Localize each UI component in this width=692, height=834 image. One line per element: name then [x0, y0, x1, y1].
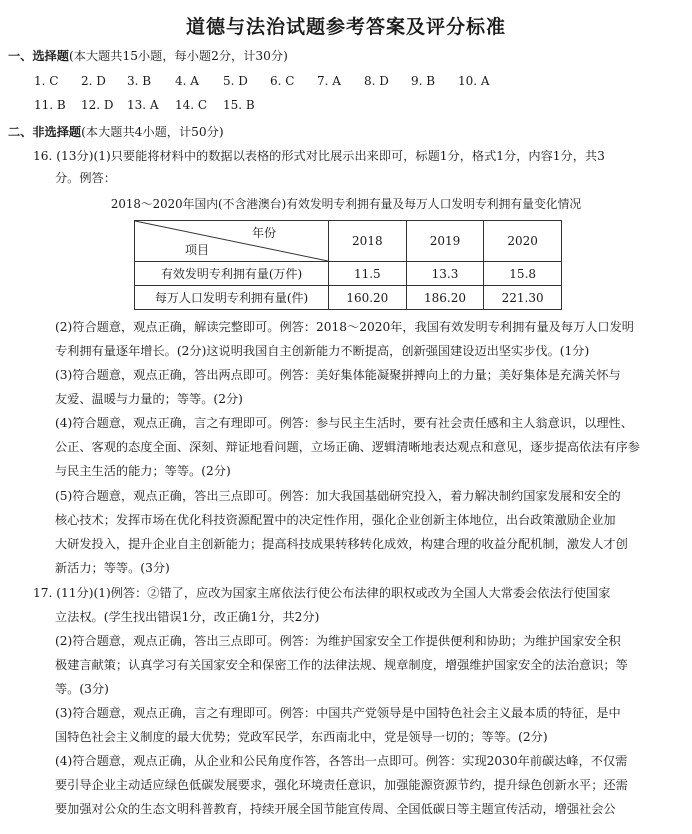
section-2-header: [8, 124, 224, 140]
answer-row-2: [0, 98, 692, 114]
q17-p4-line: 要引导企业主动适应绿色低碳发展要求，强化环境责任意识，加强能源资源节约，提升绿色创新水平；还需: [55, 778, 628, 792]
q17-p1-line: 17. (11分)(1)例答：②错了，应改为国家主席依法行使公布法律的职权或改为全国人大常委会依法行使国家: [33, 586, 611, 600]
q17-p2-line: (2)符合题意，观点正确，答出三点即可。例答：为维护国家安全工作提供便利和协助；为维护国家安全积: [55, 634, 621, 648]
q16-p2-line: 专利拥有量逐年增长。(2分)这说明我国自主创新能力不断提高，创新强国建设迈出坚实步伐。(1分): [55, 344, 590, 358]
answer-item: 13. A: [127, 98, 159, 112]
table-cell: 11.5: [329, 262, 407, 286]
section-1-heading: 一、选择题: [8, 49, 69, 63]
q17-p2-line: 等。(3分): [55, 682, 109, 696]
answer-item: 1. C: [34, 74, 59, 88]
answer-item: 6. C: [270, 74, 295, 88]
year-header: 2018: [329, 221, 407, 262]
answer-item: 9. B: [411, 74, 436, 88]
section-1-note: (本大题共15小题，每小题2分，计30分): [68, 49, 288, 63]
table-cell: 13.3: [406, 262, 484, 286]
section-2-heading: 二、非选择题: [8, 125, 82, 139]
answer-item: 7. A: [317, 74, 341, 88]
patent-table: [134, 220, 562, 310]
page-title: 道德与法治试题参考答案及评分标准: [185, 16, 506, 38]
answer-item: 5. D: [223, 74, 248, 88]
section-1-header: [8, 48, 288, 64]
answer-item: 2. D: [81, 74, 106, 88]
q17-p4-line: (4)符合题意，观点正确，从企业和公民角度作答，各答出一点即可。例答：实现2030年前碳达峰，不仅需: [55, 754, 628, 768]
q17-p4-line: 要加强对公众的生态文明科普教育，持续开展全国节能宣传周、全国低碳日等主题宣传活动，增强社会公: [55, 802, 616, 816]
year-header: 2020: [484, 221, 562, 262]
q16-p5-line: (5)符合题意，观点正确，答出三点即可。例答：加大我国基础研究投入，着力解决制约国家发展和安全的: [55, 489, 621, 503]
answer-item: 8. D: [364, 74, 389, 88]
answer-item: 12. D: [81, 98, 114, 112]
q16-p3-line: 友爱、温暖与力量的；等等。(2分): [55, 392, 243, 406]
q17-p1-line: 立法权。(学生找出错误1分，改正确1分，共2分): [55, 610, 320, 624]
q16-line: 16. (13分)(1)只要能将材料中的数据以表格的形式对比展示出来即可，标题1分，格式1分，内容1分，共3: [33, 149, 605, 163]
answer-row-1: [0, 74, 692, 90]
q16-p4-line: 与民主生活的能力；等等。(2分): [55, 464, 231, 478]
q16-p5-line: 大研发投入，提升企业自主创新能力；提高科技成果转移转化成效，构建合理的收益分配机制，激发人才创: [55, 537, 628, 551]
table-cell: 221.30: [484, 286, 562, 310]
q17-p3-line: 国特色社会主义制度的最大优势；党政军民学，东西南北中，党是领导一切的；等等。(2分): [55, 730, 548, 744]
table-cell: 15.8: [484, 262, 562, 286]
q16-line: 分。例答：: [55, 171, 116, 185]
q17-p2-line: 极建言献策；认真学习有关国家安全和保密工作的法律法规、规章制度，增强维护国家安全的法治意识；等: [55, 658, 628, 672]
corner-item-label: 项目: [185, 243, 210, 257]
row-label: 每万人口发明专利拥有量(件): [135, 286, 329, 310]
table-row: [135, 286, 562, 310]
table-cell: 160.20: [329, 286, 407, 310]
q16-p5-line: 新活力；等等。(3分): [55, 561, 170, 575]
answer-item: 10. A: [458, 74, 490, 88]
answer-item: 14. C: [175, 98, 208, 112]
table-header-row: [135, 221, 562, 262]
section-2-note: (本大题共4小题，计50分): [81, 125, 224, 139]
answer-item: 15. B: [223, 98, 255, 112]
q16-p3-line: (3)符合题意，观点正确，答出两点即可。例答：美好集体能凝聚拼搏向上的力量；美好集体是充满关怀与: [55, 368, 621, 382]
table-corner-cell: [135, 221, 329, 262]
q16-p4-line: 公正、客观的态度全面、深刻、辩证地看问题，立场正确、逻辑清晰地表达观点和意见，逐步提高依法有序参: [55, 440, 640, 454]
q16-p4-line: (4)符合题意，观点正确，言之有理即可。例答：参与民主生活时，要有社会责任感和主人翁意识，以理性、: [55, 416, 633, 430]
corner-year-label: 年份: [251, 226, 276, 240]
answer-item: 4. A: [175, 74, 199, 88]
table-caption: 2018～2020年国内(不含港澳台)有效发明专利拥有量及每万人口发明专利拥有量变化情况: [110, 197, 582, 211]
q17-p3-line: (3)符合题意，观点正确，言之有理即可。例答：中国共产党领导是中国特色社会主义最本质的特征，是中: [55, 706, 621, 720]
answer-item: 11. B: [34, 98, 66, 112]
year-header: 2019: [406, 221, 484, 262]
diagonal-line: [135, 221, 328, 261]
answer-item: 3. B: [127, 74, 152, 88]
q16-p2-line: (2)符合题意，观点正确，解读完整即可。例答：2018～2020年，我国有效发明专利拥有量及每万人口发明: [55, 320, 634, 334]
row-label: 有效发明专利拥有量(万件): [135, 262, 329, 286]
q16-p5-line: 核心技术；发挥市场在优化科技资源配置中的决定性作用，强化企业创新主体地位，出台政策激励企业加: [55, 513, 616, 527]
table-cell: 186.20: [406, 286, 484, 310]
table-row: [135, 262, 562, 286]
